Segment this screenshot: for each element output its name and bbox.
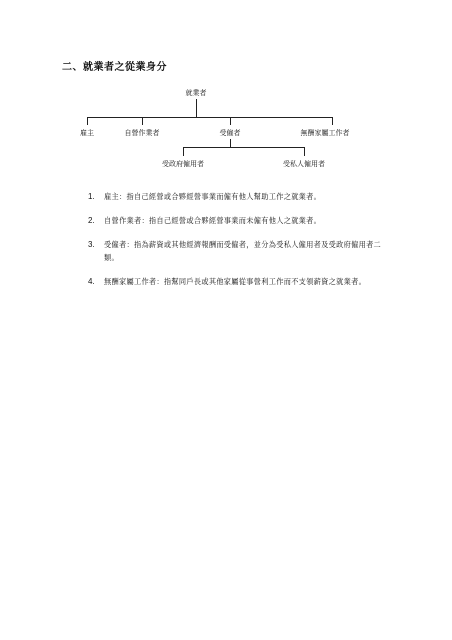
definitions-list	[88, 190, 388, 299]
item-number: 3.	[88, 240, 95, 249]
tree-node-government-employee: 受政府僱用者	[162, 160, 204, 168]
section-heading: 二、就業者之從業身分	[62, 62, 167, 73]
connector-line	[183, 147, 184, 156]
tree-node-self-employed: 自營作業者	[124, 129, 160, 137]
connector-line	[183, 147, 304, 148]
connector-line	[332, 117, 333, 125]
tree-node-unpaid-family-worker: 無酬家屬工作者	[300, 129, 350, 137]
tree-root: 就業者	[185, 89, 207, 97]
employment-status-tree	[0, 0, 452, 190]
item-text: 雇主：指自己經營或合夥經營事業而僱有他人幫助工作之就業者。	[104, 192, 322, 201]
connector-line	[87, 117, 332, 118]
tree-node-employer: 雇主	[80, 129, 94, 137]
item-number: 2.	[88, 216, 95, 225]
list-item	[88, 190, 388, 203]
tree-node-private-employee: 受私人僱用者	[283, 160, 325, 168]
item-text: 無酬家屬工作者：指幫同戶長或其他家屬從事營利工作而不支領薪資之就業者。	[104, 277, 367, 286]
item-number: 1.	[88, 192, 95, 201]
connector-line	[230, 139, 231, 147]
item-text: 受僱者：指為薪資或其他經濟報酬而受僱者，並分為受私人僱用者及受政府僱用者二類。	[104, 240, 382, 262]
connector-line	[142, 117, 143, 125]
item-number: 4.	[88, 277, 95, 286]
item-text: 自營作業者：指自己經營或合夥經營事業而未僱有他人之就業者。	[104, 216, 322, 225]
connector-line	[230, 117, 231, 125]
connector-line	[87, 117, 88, 125]
list-item	[88, 275, 388, 288]
list-item	[88, 238, 388, 264]
connector-line	[304, 147, 305, 156]
connector-line	[196, 99, 197, 117]
tree-node-employee: 受僱者	[219, 129, 241, 137]
list-item	[88, 214, 388, 227]
